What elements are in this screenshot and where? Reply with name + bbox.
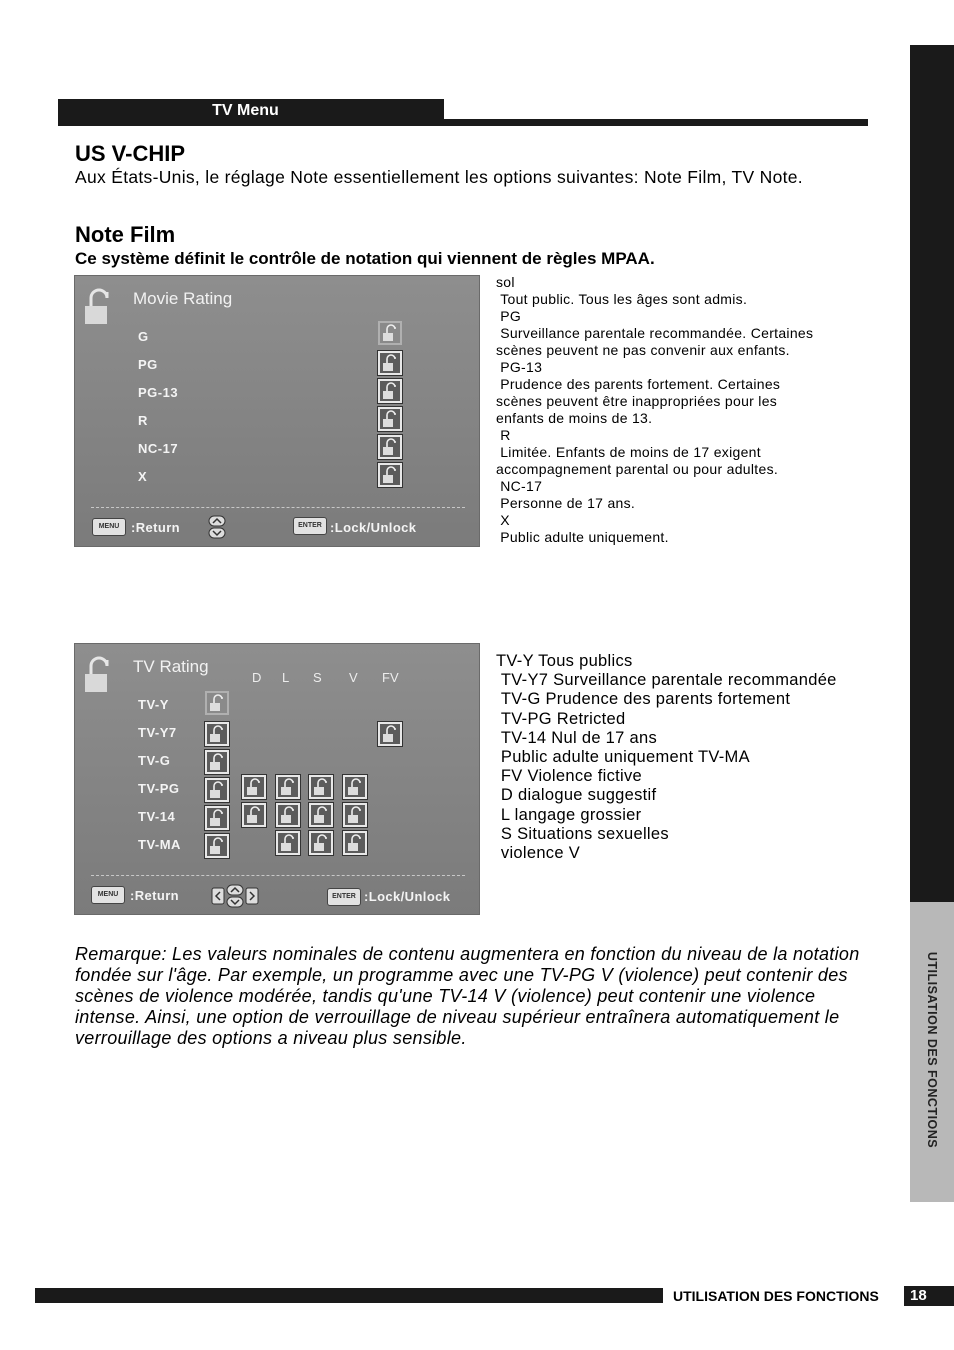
column-label-d: D bbox=[252, 670, 262, 685]
desc-line: scènes peuvent être inappropriées pour les bbox=[496, 393, 778, 409]
tv-rating-label: TV-Y7 bbox=[138, 725, 177, 740]
lock-toggle-tv-y7[interactable] bbox=[205, 722, 229, 746]
rating-label: PG-13 bbox=[138, 385, 179, 400]
tv-rating-label: TV-PG bbox=[138, 781, 180, 796]
lock-toggle-tv-ma-l[interactable] bbox=[276, 831, 300, 855]
desc-line: FV Violence fictive bbox=[496, 767, 643, 786]
desc-line: TV-Y7 Surveillance parentale recommandée bbox=[496, 671, 837, 690]
desc-line: accompagnement parental ou pour adultes. bbox=[496, 461, 779, 477]
lock-toggle-g[interactable] bbox=[378, 321, 402, 345]
lock-toggle-tv-pg-d[interactable] bbox=[242, 775, 266, 799]
column-label-s: S bbox=[313, 670, 322, 685]
desc-line: D dialogue suggestif bbox=[496, 786, 657, 805]
desc-line: Personne de 17 ans. bbox=[496, 495, 636, 511]
desc-line: L langage grossier bbox=[496, 805, 642, 824]
padlock-icon bbox=[382, 354, 398, 372]
tv-rating-title: TV Rating bbox=[133, 657, 209, 676]
column-label-v: V bbox=[349, 670, 358, 685]
desc-line: Limitée. Enfants de moins de 17 exigent bbox=[496, 444, 761, 460]
desc-line: TV-PG Retricted bbox=[496, 709, 626, 728]
footer-bar bbox=[35, 1288, 663, 1303]
padlock-icon bbox=[382, 466, 398, 484]
desc-line: PG bbox=[496, 308, 522, 324]
padlock-icon bbox=[313, 778, 329, 796]
padlock-icon bbox=[280, 778, 296, 796]
column-label-l: L bbox=[282, 670, 290, 685]
padlock-icon bbox=[382, 438, 398, 456]
divider bbox=[91, 507, 465, 508]
padlock-icon bbox=[382, 410, 398, 428]
movie-rating-descriptions bbox=[496, 274, 868, 546]
desc-line: S Situations sexuelles bbox=[496, 824, 669, 843]
desc-line: Surveillance parentale recommandée. Certaines bbox=[496, 325, 814, 341]
lock-toggle-tv-14-l[interactable] bbox=[276, 803, 300, 827]
padlock-icon bbox=[313, 834, 329, 852]
menu-key-icon[interactable]: MENU bbox=[91, 886, 125, 904]
tv-rating-label: TV-Y bbox=[138, 697, 169, 712]
menu-key-icon[interactable]: MENU bbox=[92, 518, 126, 536]
padlock-icon bbox=[382, 324, 398, 342]
lock-toggle-tv-ma[interactable] bbox=[205, 834, 229, 858]
padlock-icon bbox=[382, 725, 398, 743]
lock-unlock-label: :Lock/Unlock bbox=[330, 520, 417, 535]
lock-toggle-tv-14-s[interactable] bbox=[309, 803, 333, 827]
section-title: TV Menu bbox=[212, 102, 279, 119]
desc-line: violence V bbox=[496, 844, 581, 863]
padlock-icon bbox=[280, 806, 296, 824]
desc-line: Public adulte uniquement TV-MA bbox=[496, 748, 750, 767]
lock-toggle-tv-ma-s[interactable] bbox=[309, 831, 333, 855]
desc-line: Tout public. Tous les âges sont admis. bbox=[496, 291, 748, 307]
padlock-icon bbox=[209, 753, 225, 771]
lock-toggle-x[interactable] bbox=[378, 463, 402, 487]
padlock-icon bbox=[209, 694, 225, 712]
rating-label: NC-17 bbox=[138, 441, 179, 456]
desc-line: Prudence des parents fortement. Certaines bbox=[496, 376, 781, 392]
padlock-icon bbox=[81, 654, 117, 694]
lock-toggle-tv-14-v[interactable] bbox=[343, 803, 367, 827]
lock-toggle-tv-14[interactable] bbox=[205, 806, 229, 830]
footer-label: UTILISATION DES FONCTIONS bbox=[673, 1288, 879, 1304]
lock-toggle-tv-pg-l[interactable] bbox=[276, 775, 300, 799]
tv-rating-descriptions bbox=[496, 652, 886, 863]
lock-toggle-nc17[interactable] bbox=[378, 435, 402, 459]
heading-vchip: US V-CHIP bbox=[75, 141, 186, 166]
rating-label: X bbox=[138, 469, 148, 484]
tv-rating-label: TV-G bbox=[138, 753, 171, 768]
tv-rating-label: TV-MA bbox=[138, 837, 181, 852]
padlock-icon bbox=[209, 809, 225, 827]
desc-line: PG-13 bbox=[496, 359, 543, 375]
desc-line: TV-G Prudence des parents fortement bbox=[496, 690, 791, 709]
padlock-icon bbox=[246, 806, 262, 824]
enter-key-icon[interactable]: ENTER bbox=[327, 888, 361, 906]
tv-rating-screen bbox=[74, 643, 480, 915]
lock-toggle-tv-y[interactable] bbox=[205, 691, 229, 715]
side-tab-label: UTILISATION DES FONCTIONS bbox=[925, 951, 939, 1149]
subheading-mpaa: Ce système définit le contrôle de notation qui viennent de règles MPAA. bbox=[75, 249, 655, 268]
lock-unlock-label: :Lock/Unlock bbox=[364, 889, 451, 904]
padlock-icon bbox=[280, 834, 296, 852]
lock-toggle-tv-pg-s[interactable] bbox=[309, 775, 333, 799]
heading-note-film: Note Film bbox=[75, 222, 176, 247]
return-label: :Return bbox=[131, 520, 181, 535]
desc-line: scènes peuvent ne pas convenir aux enfants. bbox=[496, 342, 790, 358]
four-way-arrows-icon bbox=[211, 884, 261, 908]
padlock-icon bbox=[313, 806, 329, 824]
padlock-icon bbox=[347, 778, 363, 796]
page-number: 18 bbox=[904, 1286, 954, 1306]
header-rule bbox=[444, 119, 868, 126]
rating-label: G bbox=[138, 329, 149, 344]
lock-toggle-pg13[interactable] bbox=[378, 379, 402, 403]
movie-rating-screen bbox=[74, 275, 480, 547]
column-label-fv: FV bbox=[382, 670, 399, 685]
lock-toggle-tv-pg-v[interactable] bbox=[343, 775, 367, 799]
side-tab-dark bbox=[910, 45, 954, 902]
padlock-icon bbox=[209, 725, 225, 743]
padlock-icon bbox=[347, 834, 363, 852]
intro-text: Aux États-Unis, le réglage Note essentiellement les options suivantes: Note Film, TV Note. bbox=[75, 167, 803, 187]
rating-label: R bbox=[138, 413, 148, 428]
padlock-icon bbox=[209, 781, 225, 799]
remark-paragraph: Remarque: Les valeurs nominales de contenu augmentera en fonction du niveau de la notation fondée sur l'âge. Par exemple, un programme avec une TV-PG V (violence) peut contenir des scènes de violence modérée, tandis qu'une TV-14 V (violence) peut contenir une violence intense. Ainsi, une option de verrouillage de niveau supérieur entraînera automatiquement le verrouillage des options a niveau plus sensible. bbox=[75, 944, 860, 1048]
lock-toggle-tv-pg[interactable] bbox=[205, 778, 229, 802]
lock-toggle-tv-ma-v[interactable] bbox=[343, 831, 367, 855]
padlock-icon bbox=[347, 806, 363, 824]
up-down-arrows-icon bbox=[208, 515, 226, 539]
enter-key-icon[interactable]: ENTER bbox=[293, 517, 327, 535]
desc-line: NC-17 bbox=[496, 478, 543, 494]
desc-line: TV-14 Nul de 17 ans bbox=[496, 728, 658, 747]
lock-toggle-tv-g[interactable] bbox=[205, 750, 229, 774]
padlock-icon bbox=[209, 837, 225, 855]
movie-rating-title: Movie Rating bbox=[133, 289, 233, 308]
desc-line: TV-Y Tous publics bbox=[496, 652, 633, 670]
desc-line: enfants de moins de 13. bbox=[496, 410, 653, 426]
divider bbox=[91, 875, 465, 876]
padlock-icon bbox=[81, 286, 117, 326]
return-label: :Return bbox=[130, 888, 180, 903]
desc-line: X bbox=[496, 512, 510, 528]
lock-toggle-r[interactable] bbox=[378, 407, 402, 431]
lock-toggle-pg[interactable] bbox=[378, 351, 402, 375]
desc-line: R bbox=[496, 427, 511, 443]
padlock-icon bbox=[246, 778, 262, 796]
tv-rating-label: TV-14 bbox=[138, 809, 176, 824]
rating-label: PG bbox=[138, 357, 158, 372]
padlock-icon bbox=[382, 382, 398, 400]
desc-line: Public adulte uniquement. bbox=[496, 529, 669, 545]
lock-toggle-tv-y7-fv[interactable] bbox=[378, 722, 402, 746]
desc-line: sol bbox=[496, 274, 515, 290]
lock-toggle-tv-14-d[interactable] bbox=[242, 803, 266, 827]
